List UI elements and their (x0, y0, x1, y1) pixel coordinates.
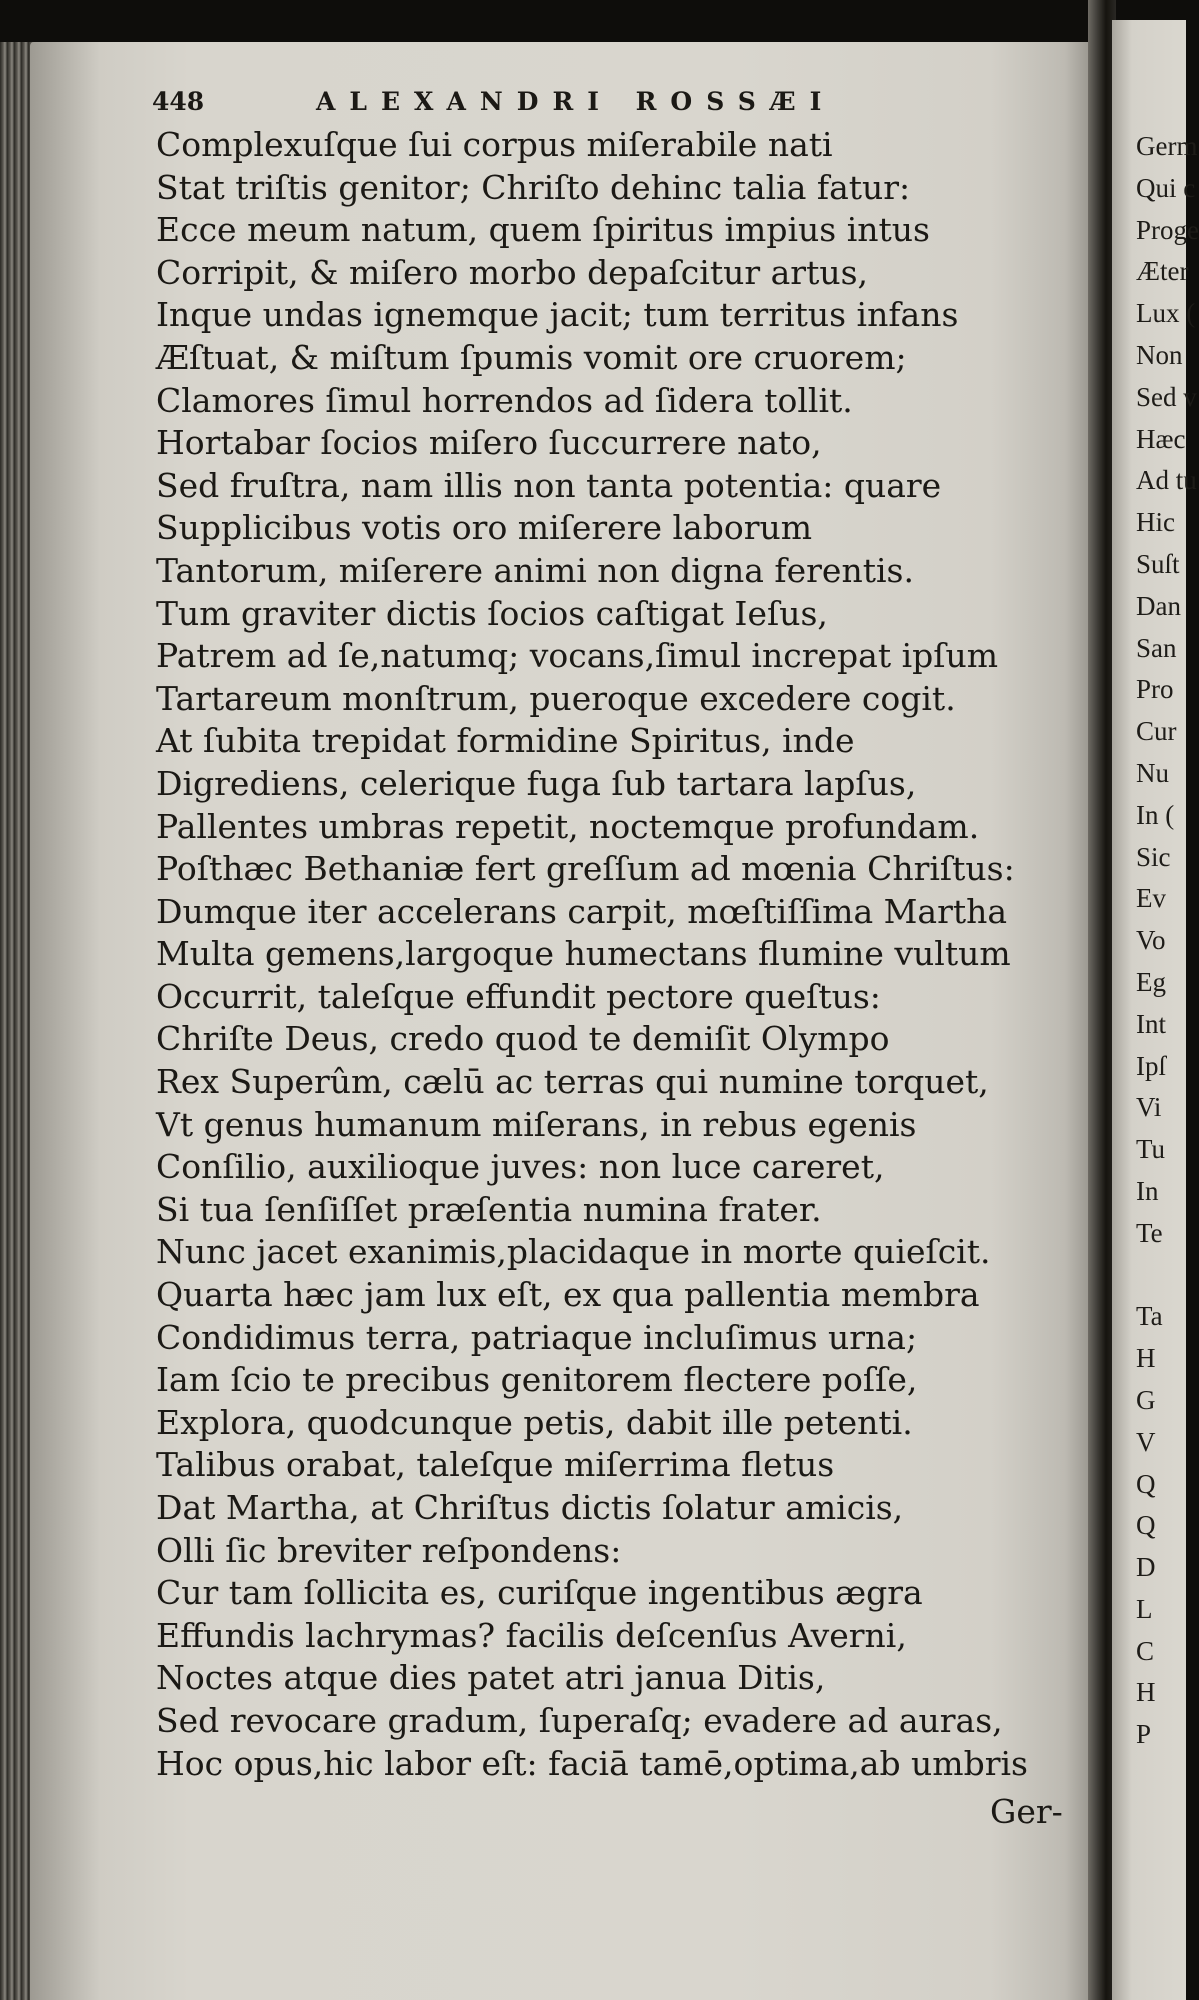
verse-line: Digrediens, celerique fuga ſub tartara lapſus, (156, 763, 917, 803)
facing-line-fragment: Q (1136, 1468, 1156, 1499)
facing-line-fragment: Æter (1136, 256, 1189, 287)
running-title: ALEXANDRI ROSSÆI (316, 87, 836, 116)
facing-line-fragment: Int (1136, 1008, 1166, 1039)
facing-line-fragment: G (1136, 1384, 1156, 1415)
verse-line: Tum graviter dictis ſocios caſtigat Ieſus, (156, 593, 828, 633)
facing-line-fragment (1136, 1255, 1186, 1297)
facing-line-fragment: San (1136, 632, 1177, 663)
verse-line: Condidimus terra, patriaque incluſimus urna; (156, 1317, 918, 1357)
verse-line: Nunc jacet exanimis,placidaque in morte quieſcit. (156, 1232, 991, 1272)
verse-line: Hoc opus,hic labor eſt: faciā tamē,optima,ab umbris (156, 1743, 1028, 1783)
facing-line-fragment: H (1136, 1677, 1156, 1708)
facing-line-fragment: V (1136, 1426, 1156, 1457)
verse-line: Pallentes umbras repetit, noctemque profundam. (156, 806, 980, 846)
verse-line: Si tua ſenſiſſet præſentia numina frater. (156, 1189, 822, 1229)
facing-line-fragment: Hic (1136, 507, 1175, 538)
facing-line-fragment: Tu (1136, 1134, 1166, 1165)
facing-line-fragment: Proge (1136, 214, 1199, 245)
verse-line: Ecce meum natum, quem ſpiritus impius intus (156, 210, 930, 250)
verse-line: Æſtuat, & miſtum ſpumis vomit ore cruorem; (156, 337, 907, 377)
verse-line: Hortabar ſocios miſero ſuccurrere nato, (156, 423, 822, 463)
verse-line: Stat triſtis genitor; Chriſto dehinc talia fatur: (156, 167, 911, 207)
facing-line-fragment: L (1136, 1593, 1153, 1624)
facing-line-fragment: Ad tu (1136, 465, 1197, 496)
facing-line-fragment: P (1136, 1719, 1152, 1750)
facing-line-fragment: Ipſ (1136, 1050, 1166, 1081)
verse-line: Effundis lachrymas? facilis deſcenſus Averni, (156, 1615, 907, 1655)
verse-line: Explora, quodcunque petis, dabit ille petenti. (156, 1402, 913, 1442)
verse-line: Cur tam ſollicita es, curiſque ingentibus ægra (156, 1573, 923, 1613)
facing-line-fragment: Eg (1136, 966, 1166, 997)
running-head (152, 82, 1072, 122)
verse-line: Talibus orabat, taleſque miſerrima fletus (156, 1445, 835, 1485)
facing-line-fragment: Vi (1136, 1092, 1162, 1123)
verse-line: Conſilio, auxilioque juves: non luce careret, (156, 1147, 885, 1187)
facing-line-fragment: Non (1136, 339, 1183, 370)
verse-line: Tartareum monſtrum, pueroque excedere cogit. (156, 678, 956, 718)
verse-line: Iam ſcio te precibus genitorem flectere poſſe, (156, 1360, 918, 1400)
facing-line-fragment: Germ (1136, 131, 1198, 161)
verse-line: Sed revocare gradum, ſuperaſq; evadere ad auras, (156, 1700, 1003, 1740)
verse-line: Quarta hæc jam lux eſt, ex qua pallentia membra (156, 1275, 980, 1315)
verse-line: Occurrit, taleſque effundit pectore queſtus: (156, 976, 881, 1016)
verse-line: Tantorum, miſerere animi non digna ferentis. (156, 550, 914, 590)
verse-line: Complexuſque ſui corpus miſerabile nati (156, 125, 833, 164)
verse-line: Rex Superûm, cælū ac terras qui numine torquet, (156, 1062, 989, 1102)
verse-line: Vt genus humanum miſerans, in rebus egenis (156, 1104, 917, 1144)
facing-line-fragment: In ( (1136, 799, 1175, 830)
facing-line-fragment: Lux ( (1136, 298, 1196, 329)
facing-page-text-fragments (1136, 126, 1199, 1756)
verse-line: Inque undas ignemque jacit; tum territus infans (156, 295, 959, 335)
facing-line-fragment: Suſt (1136, 548, 1180, 579)
verse-line: Chriſte Deus, credo quod te demiſit Olympo (156, 1019, 890, 1059)
facing-line-fragment: Qui c (1136, 172, 1196, 203)
page-number: 448 (152, 87, 205, 116)
verse-line: Multa gemens,largoque humectans flumine vultum (156, 934, 1011, 974)
verse-line: Corripit, & miſero morbo depaſcitur artus, (156, 252, 869, 292)
facing-line-fragment: Vo (1136, 925, 1166, 956)
facing-line-fragment: Ta (1136, 1301, 1163, 1332)
facing-line-fragment: Dan (1136, 590, 1181, 621)
facing-line-fragment: Ev (1136, 883, 1166, 914)
verse-block (156, 124, 1090, 1785)
verse-line: Poſthæc Bethaniæ fert greſſum ad mœnia Chriſtus: (156, 849, 1015, 889)
facing-line-fragment: Q (1136, 1510, 1156, 1541)
facing-line-fragment: Pro (1136, 674, 1174, 705)
facing-line-fragment: Cur (1136, 716, 1177, 747)
verse-line: Dumque iter accelerans carpit, mœſtiſſima Martha (156, 891, 1008, 931)
facing-line-fragment: In (1136, 1175, 1159, 1206)
facing-line-fragment: D (1136, 1552, 1156, 1583)
verse-line: At ſubita trepidat formidine Spiritus, inde (156, 721, 855, 761)
facing-line-fragment: Nu (1136, 757, 1169, 788)
facing-line-fragment: Hæc (1136, 423, 1186, 454)
facing-line-fragment: H (1136, 1343, 1156, 1374)
verse-line: Dat Martha, at Chriſtus dictis ſolatur amicis, (156, 1488, 904, 1527)
facing-line-fragment: Sed v (1136, 381, 1197, 412)
verse-line: Clamores ſimul horrendos ad ſidera tollit. (156, 380, 853, 420)
facing-line-fragment: C (1136, 1635, 1155, 1666)
verse-line: Supplicibus votis oro miſerere laborum (156, 508, 813, 548)
facing-line-fragment: Sic (1136, 841, 1171, 872)
verse-line: Patrem ad ſe,natumq; vocans,ſimul increpat ipſum (156, 636, 999, 676)
facing-line-fragment: Te (1136, 1217, 1163, 1248)
catchword: Ger- (990, 1792, 1063, 1831)
verse-line: Sed fruſtra, nam illis non tanta potentia: quare (156, 465, 942, 505)
verse-line: Noctes atque dies patet atri janua Ditis, (156, 1658, 826, 1698)
verse-line: Olli ſic breviter reſpondens: (156, 1530, 622, 1570)
